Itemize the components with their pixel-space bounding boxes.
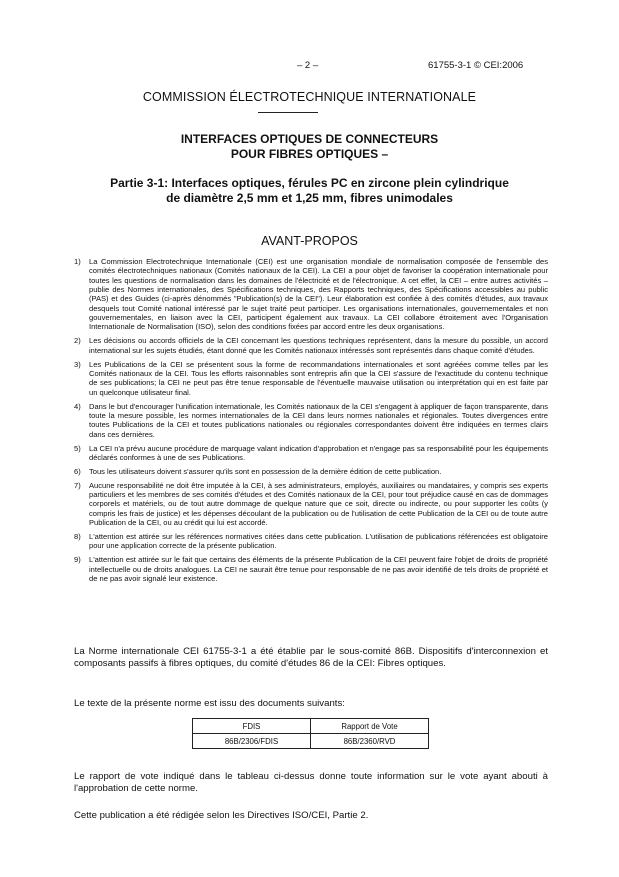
foreword-list bbox=[74, 257, 548, 588]
foreword-item bbox=[74, 532, 548, 551]
table-cell: 86B/2360/RVD bbox=[311, 734, 429, 749]
part-title-line-1: Partie 3-1: Interfaces optiques, férules PC en zircone plein cylindrique bbox=[110, 176, 509, 190]
part-title-line-2: de diamètre 2,5 mm et 1,25 mm, fibres unimodales bbox=[166, 191, 453, 205]
vote-report-paragraph: Le rapport de vote indiqué dans le tableau ci-dessus donne toute information sur le vote ayant abouti à l'approbation de cette norme. bbox=[74, 771, 548, 794]
table-header-row bbox=[193, 719, 429, 734]
documents-intro-paragraph: Le texte de la présente norme est issu des documents suivants: bbox=[74, 698, 345, 709]
title-divider bbox=[258, 112, 318, 113]
foreword-item-number: 3) bbox=[74, 359, 81, 369]
foreword-item bbox=[74, 360, 548, 397]
foreword-item-number: 6) bbox=[74, 466, 81, 476]
foreword-item-text: La CEI n'a prévu aucune procédure de marquage valant indication d'approbation et n'engage pas sa responsabilité pour les équipements déclarés conformes à une de ses Publications. bbox=[89, 443, 548, 462]
foreword-item-text: Dans le but d'encourager l'unification internationale, les Comités nationaux de la CEI s'engagent à appliquer de façon transparente, dans toute la mesure possible, les normes internationales de la CEI dans leurs normes nationales et régionales. Toutes divergences entre toutes Publications de la CEI et toutes publications nationales ou régionales correspondantes doivent être indiquées en termes clairs dans ces dernières. bbox=[89, 401, 548, 439]
organization-name: COMMISSION ÉLECTROTECHNIQUE INTERNATIONALE bbox=[142, 90, 477, 104]
table-row bbox=[193, 734, 429, 749]
foreword-heading: AVANT-PROPOS bbox=[261, 234, 358, 248]
foreword-item-number: 8) bbox=[74, 532, 81, 542]
foreword-item bbox=[74, 481, 548, 528]
documents-table bbox=[192, 718, 429, 749]
foreword-item bbox=[74, 555, 548, 583]
foreword-item-number: 2) bbox=[74, 336, 81, 346]
foreword-item bbox=[74, 444, 548, 463]
foreword-item-number: 9) bbox=[74, 555, 81, 565]
foreword-item-text: Tous les utilisateurs doivent s'assurer qu'ils sont en possession de la dernière édition de cette publication. bbox=[89, 466, 442, 476]
foreword-item-text: Les décisions ou accords officiels de la CEI concernant les questions techniques représentent, dans la mesure du possible, un accord international sur les sujets étudiés, étant donné que les Comités nationaux intéressés sont représentés dans chaque comité d'études. bbox=[89, 336, 548, 355]
foreword-item-number: 1) bbox=[74, 257, 81, 266]
foreword-item-number: 7) bbox=[74, 480, 81, 490]
foreword-item bbox=[74, 467, 548, 476]
foreword-item-number: 4) bbox=[74, 401, 81, 411]
foreword-item-text: La Commission Electrotechnique Internationale (CEI) est une organisation mondiale de normalisation composée de l'ensemble des comités électrotechniques nationaux (Comités nationaux de la CEI). La CEI a pour objet de favoriser la coopération internationale pour toutes les questions de normalisation dans les domaines de l'électricité et de l'électronique. A cet effet, la CEI – entre autres activités – publie des Normes internationales, des Spécifications techniques, des Rapports techniques, des Spécifications accessibles au public (PAS) et des Guides (ci-après dénommés "Publication(s) de la CEI"). Leur élaboration est confiée à des comités d'études, aux travaux desquels tout Comité national intéressé par le sujet traité peut participer. Les organisations internationales, gouvernementales et non gouvernementales, en liaison avec la CEI, participent également aux travaux. La CEI collabore étroitement avec l'Organisation Internationale de Normalisation (ISO), selon des conditions fixées par accord entre les deux organisations. bbox=[89, 257, 548, 332]
foreword-item bbox=[74, 402, 548, 439]
foreword-item-text: L'attention est attirée sur le fait que certains des éléments de la présente Publication de la CEI peuvent faire l'objet de droits de propriété intellectuelle ou de droits analogues. La CEI ne saurait être tenue pour responsable de ne pas avoir identifié de tels droits de propriété et de ne pas avoir signalé leur existence. bbox=[89, 555, 548, 584]
foreword-item bbox=[74, 336, 548, 355]
table-header-cell: FDIS bbox=[193, 719, 311, 734]
standard-paragraph: La Norme internationale CEI 61755-3-1 a été établie par le sous-comité 86B. Dispositifs d'interconnexion et composants passifs à fibres optiques, du comité d'études 86 de la CEI: Fibres optiques. bbox=[74, 646, 548, 669]
foreword-item-text: L'attention est attirée sur les références normatives citées dans cette publication. L'utilisation de publications référencées est obligatoire pour une application correcte de la présente publication. bbox=[89, 532, 548, 551]
table-header-cell: Rapport de Vote bbox=[311, 719, 429, 734]
table-cell: 86B/2306/FDIS bbox=[193, 734, 311, 749]
document-title-line-1: INTERFACES OPTIQUES DE CONNECTEURS bbox=[180, 132, 439, 146]
foreword-item-text: Les Publications de la CEI se présentent sous la forme de recommandations internationales et sont agréées comme telles par les Comités nationaux de la CEI. Tous les efforts raisonnables sont entrepris afin que la CEI s'assure de l'exactitude du contenu technique de ses publications; la CEI ne peut pas être tenue responsable de l'éventuelle mauvaise utilisation ou interprétation qui en est faite par un quelconque utilisateur final. bbox=[89, 359, 548, 397]
document-title-line-2: POUR FIBRES OPTIQUES – bbox=[230, 147, 389, 161]
page-number: – 2 – bbox=[297, 60, 319, 71]
foreword-item bbox=[74, 257, 548, 332]
directives-paragraph: Cette publication a été rédigée selon les Directives ISO/CEI, Partie 2. bbox=[74, 810, 369, 821]
document-reference: 61755-3-1 © CEI:2006 bbox=[428, 60, 524, 71]
foreword-item-number: 5) bbox=[74, 443, 81, 453]
foreword-item-text: Aucune responsabilité ne doit être imputée à la CEI, à ses administrateurs, employés, auxiliaires ou mandataires, y compris ses experts particuliers et les membres de ses comités d'études et des Comités nationaux de la CEI, pour tout préjudice causé en cas de dommages corporels et matériels, ou de tout autre dommage de quelque nature que ce soit, directe ou indirecte, ou pour supporter les coûts (y compris les frais de justice) et les dépenses découlant de la publication ou de l'utilisation de cette Publication de la CEI ou de toute autre Publication de la CEI, ou au crédit qui lui est accordé. bbox=[89, 480, 548, 528]
